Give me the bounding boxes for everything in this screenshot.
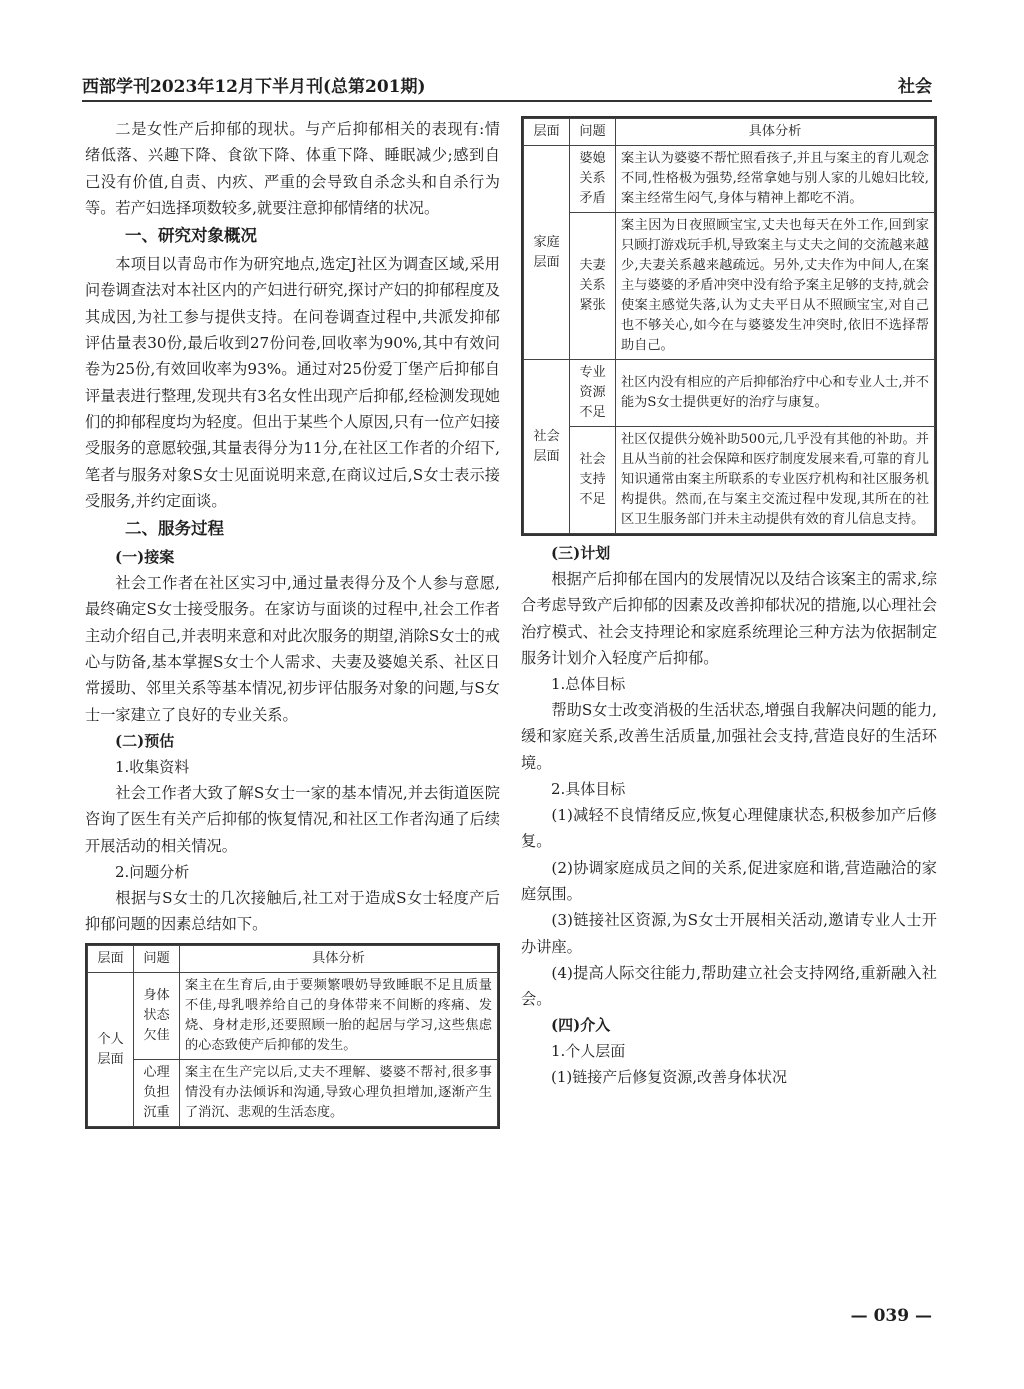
paragraph-plan: 根据产后抑郁在国内的发展情况以及结合该案主的需求,综合考虑导致产后抑郁的因素及改善抑郁状况的措施,以心理社会治疗模式、社会支持理论和家庭系统理论三种方法为依据制定服务计划介入轻度产后抑郁。 (521, 570, 937, 667)
section-heading-2: 二、服务过程 (125, 519, 224, 539)
table-header-analysis: 具体分析 (616, 119, 935, 146)
subheading-personal-level: 1.个人层面 (551, 1042, 626, 1061)
journal-title: 西部学刊2023年12月下半月刊(总第201期) (82, 77, 426, 97)
subheading-specific-goals: 2.具体目标 (551, 780, 626, 799)
table-row (524, 213, 935, 360)
subheading-plan: (三)计划 (551, 544, 611, 562)
page-header (82, 70, 932, 100)
table-row (524, 427, 935, 534)
issue-cell: 身体状态欠佳 (134, 973, 180, 1060)
level-cell: 家庭层面 (524, 146, 570, 360)
issue-cell: 社会支持不足 (570, 427, 616, 534)
paragraph-overall-goal: 帮助S女士改变消极的生活状态,增强自我解决问题的能力,缓和家庭关系,改善生活质量,加强社会支持,营造良好的生活环境。 (521, 701, 937, 772)
table-header-level: 层面 (88, 946, 134, 973)
subheading-collect: 1.收集资料 (115, 757, 190, 776)
paragraph-collect: 社会工作者大致了解S女士一家的基本情况,并去街道医院咨询了医生有关产后抑郁的恢复情况,和社区工作者沟通了后续开展活动的相关情况。 (85, 783, 500, 855)
issue-cell: 婆媳关系矛盾 (570, 146, 616, 213)
level-cell: 社会层面 (524, 360, 570, 534)
specific-goal-2: (2)协调家庭成员之间的关系,促进家庭和谐,营造融洽的家庭氛围。 (521, 858, 937, 903)
table-family-social (521, 116, 937, 536)
specific-goal-1: (1)减轻不良情绪反应,恢复心理健康状态,积极参加产后修复。 (521, 806, 937, 851)
header-rule (82, 100, 932, 102)
paragraph-analysis: 根据与S女士的几次接触后,社工对于造成S女士轻度产后抑郁问题的因素总结如下。 (85, 888, 500, 934)
subheading-assessment: (二)预估 (115, 731, 175, 750)
issue-cell: 夫妻关系紧张 (570, 213, 616, 360)
table-row (88, 1060, 498, 1127)
specific-goal-3: (3)链接社区资源,为S女士开展相关活动,邀请专业人士开办讲座。 (521, 911, 937, 956)
section-heading-1: 一、研究对象概况 (125, 226, 257, 246)
right-column (521, 116, 937, 1090)
table-header-level: 层面 (524, 119, 570, 146)
intro-paragraph: 二是女性产后抑郁的现状。与产后抑郁相关的表现有:情绪低落、兴趣下降、食欲下降、体重下降、睡眠减少;感到自己没有价值,自责、内疚、严重的会导致自杀念头和自杀行为等。若产妇选择项数较多,就要注意抑郁情绪的状况。 (85, 120, 500, 217)
analysis-cell: 案主在生育后,由于要频繁喂奶导致睡眠不足且质量不佳,母乳喂养给自己的身体带来不间断的疼痛、发烧、身材走形,还要照顾一胎的起居与学习,这些焦虑的心态致使产后抑郁的发生。 (180, 973, 498, 1060)
section-label: 社会 (898, 77, 932, 97)
subheading-analysis: 2.问题分析 (115, 862, 190, 881)
issue-cell: 专业资源不足 (570, 360, 616, 427)
specific-goal-4: (4)提高人际交往能力,帮助建立社会支持网络,重新融入社会。 (521, 963, 937, 1009)
table-row (524, 146, 935, 213)
issue-cell: 心理负担沉重 (134, 1060, 180, 1127)
table-row (88, 973, 498, 1060)
subheading-overall-goal: 1.总体目标 (551, 675, 626, 694)
analysis-cell: 社区仅提供分娩补助500元,几乎没有其他的补助。并且从当前的社会保障和医疗制度发展来看,可靠的育儿知识通常由案主所联系的专业医疗机构和社区服务机构提供。然而,在与案主交流过程中发现,其所在的社区卫生服务部门并未主动提供有效的育儿信息支持。 (616, 427, 935, 534)
table-personal (85, 943, 500, 1129)
table-header-issue: 问题 (570, 119, 616, 146)
subheading-intake: (一)接案 (115, 548, 175, 567)
table-header-analysis: 具体分析 (180, 946, 498, 973)
left-column (85, 116, 500, 1129)
table-row (524, 360, 935, 427)
subheading-postpartum-recovery: (1)链接产后修复资源,改善身体状况 (551, 1068, 788, 1087)
table-header-issue: 问题 (134, 946, 180, 973)
level-cell: 个人层面 (88, 973, 134, 1127)
paragraph-intake: 社会工作者在社区实习中,通过量表得分及个人参与意愿,最终确定S女士接受服务。在家访与面谈的过程中,社会工作者主动介绍自己,并表明来意和对此次服务的期望,消除S女士的戒心与防备,基本掌握S女士个人需求、夫妻及婆媳关系、社区日常援助、邻里关系等基本情况,初步评估服务对象的问题,与S女士一家建立了良好的专业关系。 (85, 574, 500, 724)
analysis-cell: 案主在生产完以后,丈夫不理解、婆婆不帮衬,很多事情没有办法倾诉和沟通,导致心理负担增加,逐渐产生了消沉、悲观的生活态度。 (180, 1060, 498, 1127)
analysis-cell: 案主因为日夜照顾宝宝,丈夫也每天在外工作,回到家只顾打游戏玩手机,导致案主与丈夫之间的交流越来越少,夫妻关系越来越疏远。另外,丈夫作为中间人,在案主与婆婆的矛盾冲突中没有给予案主足够的支持,就会使案主感觉失落,认为丈夫平日从不照顾宝宝,对自己也不够关心,如今在与婆婆发生冲突时,依旧不选择帮助自己。 (616, 213, 935, 360)
analysis-cell: 案主认为婆婆不帮忙照看孩子,并且与案主的育儿观念不同,性格极为强势,经常拿她与别人家的儿媳妇比较,案主经常生闷气,身体与精神上都吃不消。 (616, 146, 935, 213)
paragraph-research: 本项目以青岛市作为研究地点,选定J社区为调查区域,采用问卷调查法对本社区内的产妇进行研究,探讨产妇的抑郁程度及其成因,为社工参与提供支持。在问卷调查过程中,共派发抑郁评估量表30份,最后收到27份问卷,回收率为90%,其中有效问卷为25份,有效回收率为93%。通过对25份爱丁堡产后抑郁自评量表进行整理,发现共有3名女性出现产后抑郁,经检测发现她们的抑郁程度均为轻度。但出于某些个人原因,只有一位产妇接受服务的意愿较强,其量表得分为11分,在社区工作者的介绍下,笔者与服务对象S女士见面说明来意,在商议过后,S女士表示接受服务,并约定面谈。 (85, 255, 500, 510)
page-number: — 039 — (850, 1306, 932, 1326)
analysis-cell: 社区内没有相应的产后抑郁治疗中心和专业人士,并不能为S女士提供更好的治疗与康复。 (616, 360, 935, 427)
subheading-intervention: (四)介入 (551, 1016, 611, 1035)
